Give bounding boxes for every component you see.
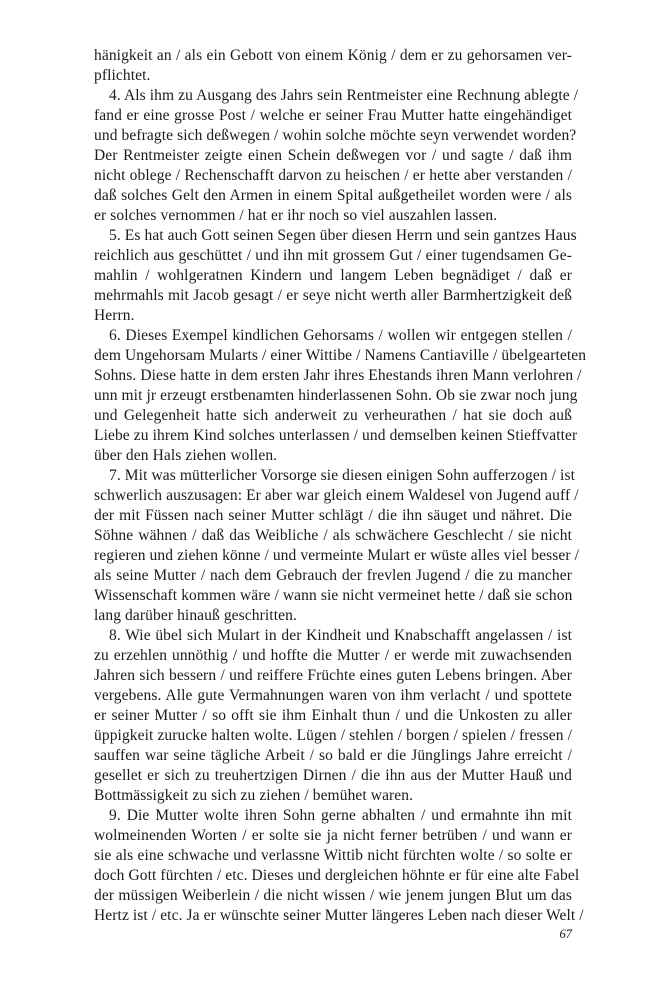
text-line: regieren und ziehen könne / und vermeinte Mulart er wüste alles viel besser / xyxy=(94,547,580,564)
text-line: Söhne wähnen / daß das Weibliche / als schwächere Geschlecht / sie nicht xyxy=(94,527,572,544)
text-line: und befragte sich deßwegen / wohin solche möchte seyn verwendet worden? xyxy=(94,127,577,144)
text-line: Jahren sich bessern / und reiffere Früchte eines guten Lebens bringen. Aber xyxy=(94,667,572,684)
text-line: wolmeinenden Worten / er solte sie ja nicht ferner betrüben / und wann er xyxy=(94,827,572,844)
text-line: fand er eine grosse Post / welche er seiner Frau Mutter hatte eingehändiget xyxy=(94,107,572,124)
text-line: als seine Mutter / nach dem Gebrauch der frevlen Jugend / die zu mancher xyxy=(94,567,572,584)
text-line: 8. Wie übel sich Mulart in der Kindheit und Knabschafft angelassen / ist xyxy=(109,627,572,644)
page-number: 67 xyxy=(559,927,572,941)
paragraph xyxy=(94,46,572,86)
text-line: 5. Es hat auch Gott seinen Segen über diesen Herrn und sein gantzes Haus xyxy=(109,227,577,244)
text-line: vergebens. Alle gute Vermahnungen waren von ihm verlacht / und spottete xyxy=(94,687,572,704)
text-line: mehrmahls mit Jacob gesagt / er seye nicht werth aller Barmhertzigkeit deß xyxy=(94,287,572,304)
text-line: über den Hals ziehen wollen. xyxy=(94,447,278,464)
text-line: 9. Die Mutter wolte ihren Sohn gerne abhalten / und ermahnte ihn mit xyxy=(109,807,572,824)
text-line: der müssigen Weiberlein / die nicht wissen / wie jenem jungen Blut um das xyxy=(94,887,572,904)
text-line: Wissenschaft kommen wäre / wann sie nicht vermeinet hette / daß sie schon xyxy=(94,587,573,604)
text-line: Der Rentmeister zeigte einen Schein deßwegen vor / und sagte / daß ihm xyxy=(94,147,572,164)
paragraph xyxy=(94,326,587,466)
text-line: zu erzehlen unnöthig / und hoffte die Mutter / er werde mit zuwachsenden xyxy=(94,647,572,664)
paragraph xyxy=(94,86,579,226)
text-line: lang darüber hinauß geschritten. xyxy=(94,607,297,624)
text-line: der mit Füssen nach seiner Mutter schlägt / die ihn säuget und nähret. Die xyxy=(94,507,572,524)
text-line: dem Ungehorsam Mularts / einer Wittibe / Namens Cantiaville / übelgearteten xyxy=(94,347,587,364)
text-line: 6. Dieses Exempel kindlichen Gehorsams / wollen wir entgegen stellen / xyxy=(109,327,572,344)
text-line: Sohns. Diese hatte in dem ersten Jahr ihres Ehestands ihren Mann verlohren / xyxy=(94,367,582,384)
text-line: sie als eine schwache und verlassne Wittib nicht fürchten wolte / so solte er xyxy=(94,847,572,864)
text-line: und Gelegenheit hatte sich anderweit zu verheurathen / hat sie doch auß xyxy=(94,407,572,424)
text-line: Herrn. xyxy=(94,307,135,324)
paragraph xyxy=(94,626,572,806)
text-line: schwerlich auszusagen: Er aber war gleich einem Waldesel von Jugend auff / xyxy=(94,487,579,504)
paragraph xyxy=(94,226,577,326)
text-line: pflichtet. xyxy=(94,67,151,84)
text-line: 7. Mit was mütterlicher Vorsorge sie diesen einigen Sohn aufferzogen / ist xyxy=(109,467,575,484)
text-line: Hertz ist / etc. Ja er wünschte seiner Mutter längeres Leben nach dieser Welt / xyxy=(94,907,584,924)
text-line: daß solches Gelt den Armen in einem Spital außgetheilet worden were / als xyxy=(94,187,572,204)
text-line: 4. Als ihm zu Ausgang des Jahrs sein Rentmeister eine Rechnung ablegte / xyxy=(109,87,579,104)
text-line: nicht oblege / Rechenschafft darvon zu heischen / er hette aber verstanden / xyxy=(94,167,572,184)
text-line: gesellet er sich zu treuhertzigen Dirnen / die ihn aus der Mutter Hauß und xyxy=(94,767,572,784)
text-line: er solches vernommen / hat er ihr noch so viel auszahlen lassen. xyxy=(94,207,498,224)
text-line: Liebe zu ihrem Kind solches unterlassen / und demselben keinen Stieffvatter xyxy=(94,427,578,444)
text-line: sauffen war seine tägliche Arbeit / so bald er die Jünglings Jahre erreicht / xyxy=(94,747,572,764)
text-line: unn mit jr erzeugt erstbenamten hinderlassenen Sohn. Ob sie zwar noch jung xyxy=(94,387,578,404)
text-line: er seiner Mutter / so offt sie ihm Einhalt thun / und die Unkosten zu aller xyxy=(94,707,572,724)
text-line: Bottmässigkeit zu sich zu ziehen / bemühet waren. xyxy=(94,787,414,804)
text-line: üppigkeit zurucke halten wolte. Lügen / stehlen / borgen / spielen / fressen / xyxy=(94,727,572,744)
text-line: mahlin / wohlgeratnen Kindern und langem Leben begnädiget / daß er xyxy=(94,267,572,284)
text-line: reichlich aus geschüttet / und ihn mit grossem Gut / einer tugendsamen Ge- xyxy=(94,247,572,264)
text-line: hänigkeit an / als ein Gebott von einem König / dem er zu gehorsamen ver- xyxy=(94,47,572,64)
text-line: doch Gott fürchten / etc. Dieses und dergleichen höhnte er für eine alte Fabel xyxy=(94,867,580,884)
paragraph xyxy=(94,466,580,626)
text-block xyxy=(94,46,587,926)
paragraph xyxy=(94,806,584,926)
